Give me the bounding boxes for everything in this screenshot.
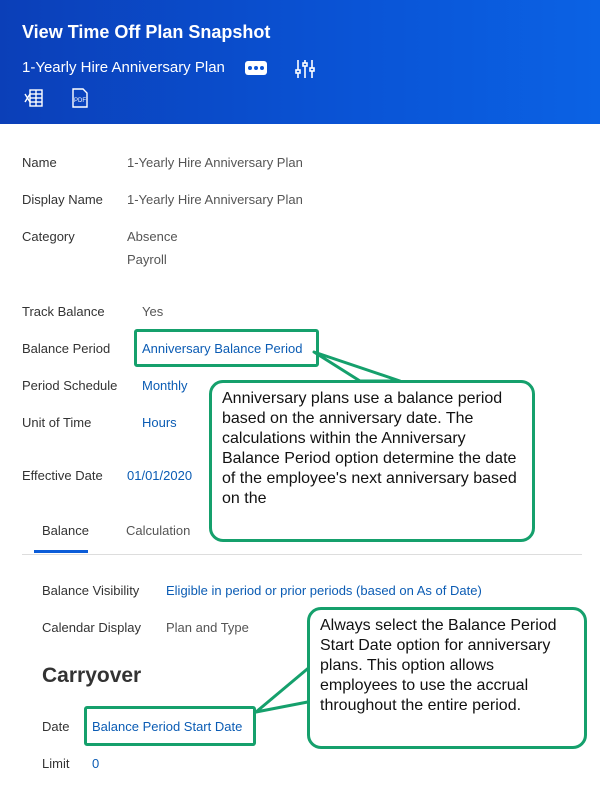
export-pdf-icon[interactable] <box>70 88 90 108</box>
name-value: 1-Yearly Hire Anniversary Plan <box>127 155 303 170</box>
calendar-display-label: Calendar Display <box>42 620 141 635</box>
name-label: Name <box>22 155 57 170</box>
track-balance-label: Track Balance <box>22 304 105 319</box>
effective-date-link[interactable]: 01/01/2020 <box>127 468 193 483</box>
track-balance-value: Yes <box>142 304 164 319</box>
balance-period-label: Balance Period <box>22 341 111 356</box>
page-header <box>0 0 600 124</box>
tab-balance[interactable]: Balance <box>42 523 89 538</box>
unit-of-time-label: Unit of Time <box>22 415 92 430</box>
carryover-limit-label: Limit <box>42 756 70 771</box>
display-name-label: Display Name <box>22 192 103 207</box>
carryover-date-label: Date <box>42 719 70 734</box>
category-value-absence: Absence <box>127 229 178 244</box>
svg-text:PDF: PDF <box>74 98 86 104</box>
balance-visibility-link[interactable]: Eligible in period or prior periods (based on As of Date) <box>166 583 482 598</box>
callout-balance-period-start-date: Always select the Balance Period Start Date option for anniversary plans. This option allows employees to use the accrual throughout the entire period. <box>307 607 587 749</box>
carryover-limit-link[interactable]: 0 <box>92 756 100 771</box>
calendar-display-value: Plan and Type <box>166 620 249 635</box>
period-schedule-label: Period Schedule <box>22 378 118 393</box>
export-excel-icon[interactable] <box>24 88 44 108</box>
active-tab-indicator <box>34 550 88 553</box>
balance-visibility-label: Balance Visibility <box>42 583 140 598</box>
tab-calculation[interactable]: Calculation <box>126 523 191 538</box>
carryover-date-link[interactable]: Balance Period Start Date <box>92 719 243 734</box>
more-options-icon[interactable] <box>245 61 267 75</box>
effective-date-label: Effective Date <box>22 468 103 483</box>
category-label: Category <box>22 229 75 244</box>
related-actions-icon[interactable] <box>294 58 316 80</box>
balance-period-link[interactable]: Anniversary Balance Period <box>142 341 303 356</box>
carryover-heading: Carryover <box>42 664 142 687</box>
callout-anniversary-balance-period: Anniversary plans use a balance period based on the anniversary date. The calculations within the Anniversary Balance Period option determine the date of the employee's next anniversary based on the <box>209 380 535 542</box>
plan-subtitle: 1-Yearly Hire Anniversary Plan <box>22 59 225 76</box>
display-name-value: 1-Yearly Hire Anniversary Plan <box>127 192 303 207</box>
period-schedule-link[interactable]: Monthly <box>142 378 188 393</box>
category-value-payroll: Payroll <box>127 252 167 267</box>
unit-of-time-link[interactable]: Hours <box>142 415 177 430</box>
page-title: View Time Off Plan Snapshot <box>22 22 271 42</box>
tab-divider <box>22 554 582 555</box>
